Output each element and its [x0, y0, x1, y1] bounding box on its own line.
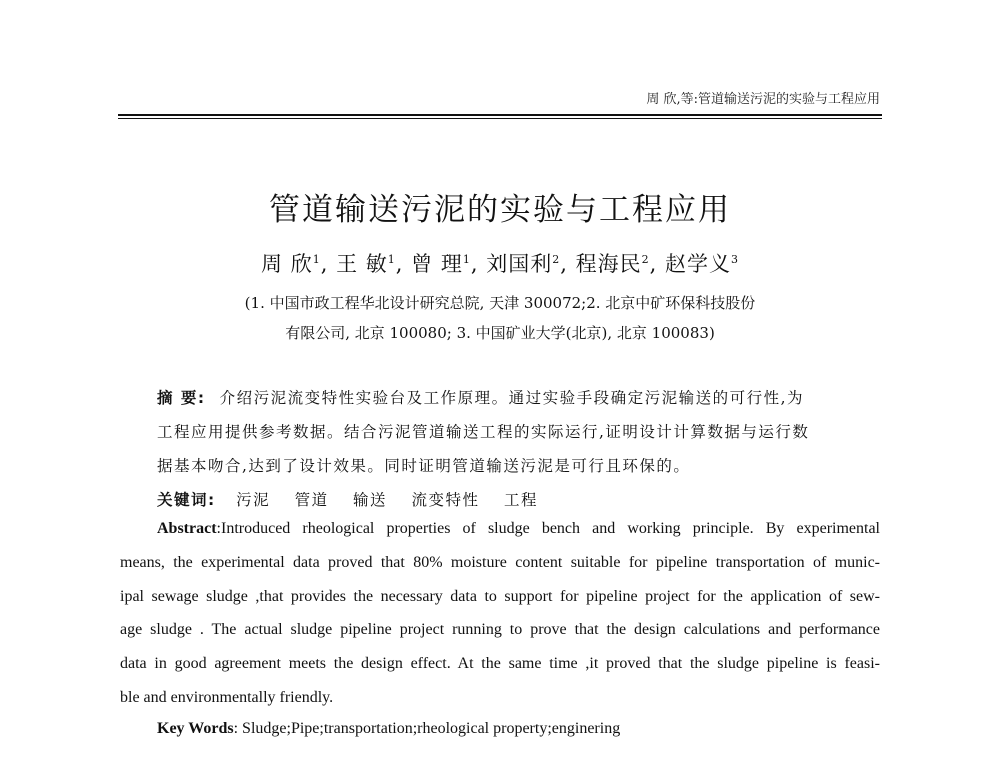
keyword-zh: 输送 — [353, 491, 388, 509]
keyword-zh: 工程 — [503, 491, 538, 509]
author-affil-mark: 1 — [462, 253, 471, 266]
author-affil-mark: 1 — [312, 253, 321, 266]
author-name: 赵学义 — [664, 252, 731, 276]
keywords-en — [157, 720, 620, 738]
author-affil-mark: 2 — [552, 253, 561, 266]
author-separator: , — [649, 252, 658, 276]
keywords-zh — [157, 488, 857, 510]
author-separator: , — [395, 252, 404, 276]
paper-title: 管道输送污泥的实验与工程应用 — [269, 192, 731, 228]
abstract-en-line: means, the experimental data proved that 80% moisture content suitable for pipeline transportation of munic- — [120, 554, 880, 571]
author-name: 王 敏 — [336, 252, 388, 276]
abstract-zh-label: 摘 要: — [157, 389, 206, 407]
author-affil-mark: 2 — [641, 253, 650, 266]
affiliation-line: 有限公司, 北京 100080; 3. 中国矿业大学(北京), 北京 100083) — [285, 324, 715, 342]
author-name: 程海民 — [575, 252, 642, 276]
abstract-zh-text: 介绍污泥流变特性实验台及工作原理。通过实验手段确定污泥输送的可行性,为 — [219, 389, 805, 407]
affiliation-line: (1. 中国市政工程华北设计研究总院, 天津 300072;2. 北京中矿环保科技股份 — [244, 294, 756, 312]
author-separator: , — [560, 252, 568, 276]
abstract-en-line: data in good agreement meets the design effect. At the same time ,it proved that the sludge pipeline is feasi- — [120, 655, 880, 672]
keywords-en-text: : Sludge;Pipe;transportation;rheological property;enginering — [233, 720, 621, 737]
keywords-en-label: Key Words — [157, 720, 234, 737]
author-affil-mark: 1 — [387, 253, 396, 266]
running-head: 周 欣,等:管道输送污泥的实验与工程应用 — [646, 92, 880, 107]
abstract-zh-line: 工程应用提供参考数据。结合污泥管道输送工程的实际运行,证明设计计算数据与运行数 — [157, 423, 810, 441]
author-name: 周 欣 — [261, 252, 313, 276]
author-name: 曾 理 — [411, 252, 463, 276]
keywords-zh-label: 关键词: — [157, 491, 216, 509]
author-list — [0, 248, 1000, 278]
header-rule-thin — [118, 118, 882, 119]
abstract-en-line: ipal sewage sludge ,that provides the necessary data to support for pipeline project for the application of sew- — [120, 588, 880, 605]
author-affil-mark: 3 — [730, 253, 739, 266]
abstract-en-label: Abstract — [157, 520, 217, 537]
abstract-en-line — [157, 520, 880, 538]
author-name: 刘国利 — [486, 252, 553, 276]
author-separator: , — [470, 252, 479, 276]
keyword-zh: 污泥 — [236, 491, 271, 509]
abstract-en-text: :Introduced rheological properties of sludge bench and working principle. By experimental — [216, 520, 880, 537]
abstract-zh-line — [157, 386, 857, 408]
abstract-en-line: age sludge . The actual sludge pipeline project running to prove that the design calculations and performance — [120, 621, 880, 638]
header-rule-thick — [118, 114, 882, 116]
keyword-zh: 管道 — [294, 491, 329, 509]
author-separator: , — [320, 252, 329, 276]
keyword-zh: 流变特性 — [411, 491, 480, 509]
abstract-en-line: ble and environmentally friendly. — [120, 689, 334, 706]
abstract-zh-line: 据基本吻合,达到了设计效果。同时证明管道输送污泥是可行且环保的。 — [157, 457, 691, 475]
